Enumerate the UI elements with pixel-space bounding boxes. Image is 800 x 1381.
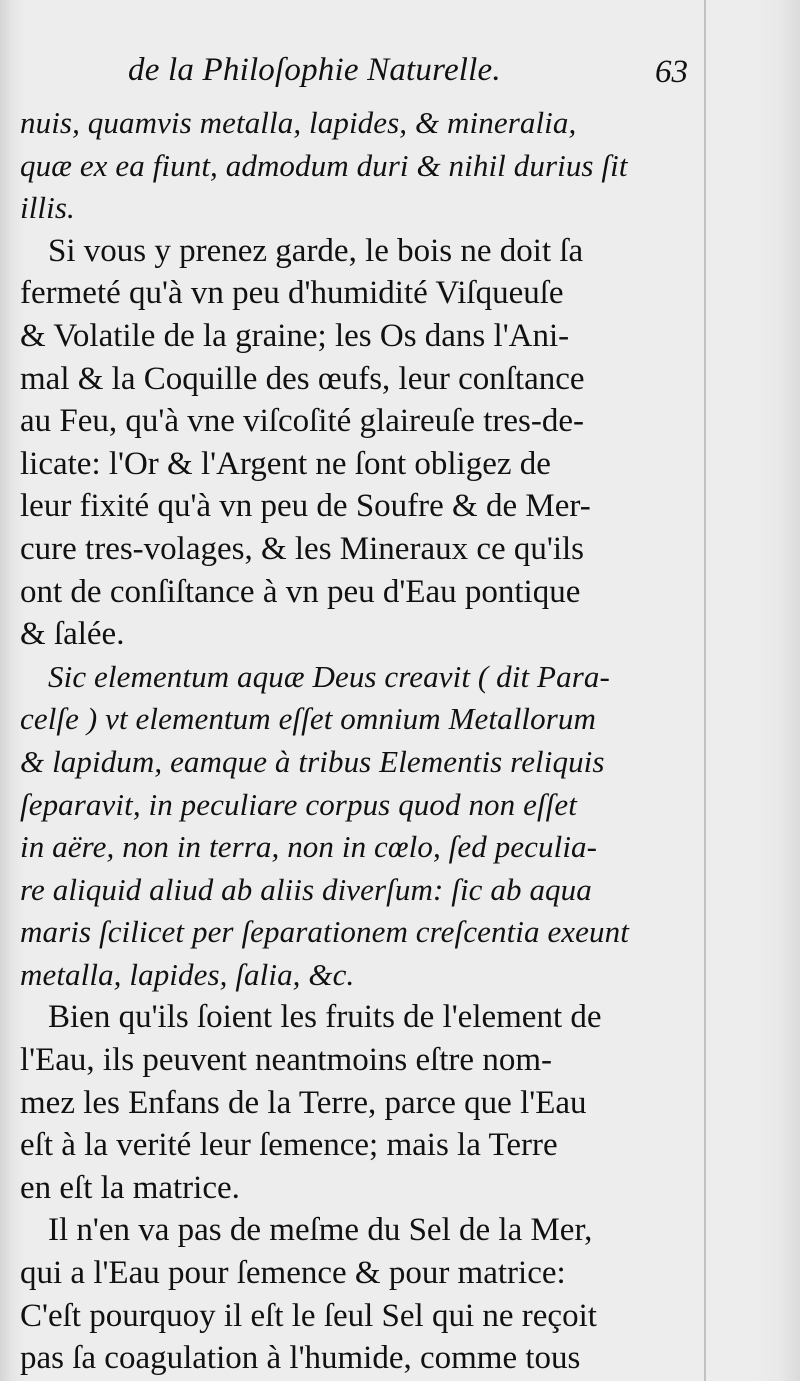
body-text [20, 102, 680, 1380]
text-line: pas ſa coagulation à l'humide, comme tous [20, 1340, 581, 1377]
page-edge-shadow [704, 0, 706, 1381]
text-line: l'Eau, ils peuvent neantmoins eſtre nom- [20, 1042, 552, 1079]
page-number: 63 [655, 54, 688, 90]
body-paragraph [20, 230, 680, 656]
page-header [20, 42, 690, 96]
text-line: leur fixité qu'à vn peu de Soufre & de Mer- [20, 488, 591, 525]
body-paragraph [20, 996, 680, 1209]
text-line: illis. [20, 190, 75, 226]
text-line: metalla, lapides, ſalia, &c. [20, 956, 355, 992]
latin-quotation-paragraph [20, 102, 680, 230]
text-line: re aliquid aliud ab aliis diverſum: ſic ab aqua [20, 871, 592, 907]
text-line: mez les Enfans de la Terre, parce que l'Eau [20, 1084, 587, 1121]
text-line: maris ſcilicet per ſeparationem creſcentia exeunt [20, 914, 629, 950]
text-line: & Volatile de la graine; les Os dans l'Ani- [20, 317, 570, 354]
text-line: qui a l'Eau pour ſemence & pour matrice: [20, 1255, 566, 1292]
body-paragraph [20, 1209, 680, 1379]
text-line: Sic elementum aquæ Deus creavit ( dit Para- [48, 658, 610, 694]
latin-quotation-paragraph [20, 656, 680, 997]
text-line: fermeté qu'à vn peu d'humidité Viſqueuſe [20, 275, 564, 312]
text-line: & ſalée. [20, 616, 125, 653]
text-line: quæ ex ea fiunt, admodum duri & nihil durius ſit [20, 147, 628, 183]
text-line: licate: l'Or & l'Argent ne ſont obligez de [20, 445, 551, 482]
text-line: Si vous y prenez garde, le bois ne doit ſa [48, 232, 584, 269]
text-line: ont de conſiſtance à vn peu d'Eau pontique [20, 573, 581, 610]
text-line: eſt à la verité leur ſemence; mais la Terre [20, 1127, 558, 1164]
text-line: cure tres-volages, & les Mineraux ce qu'ils [20, 530, 585, 567]
text-line: mal & la Coquille des œufs, leur conſtance [20, 360, 585, 397]
text-line: ſeparavit, in peculiare corpus quod non eſſet [20, 786, 577, 822]
running-title: de la Philoſophie Naturelle. [128, 52, 501, 88]
text-line: au Feu, qu'à vne viſcoſité glaireuſe tres-de- [20, 403, 584, 440]
text-line: en eſt la matrice. [20, 1169, 240, 1206]
text-line: Il n'en va pas de meſme du Sel de la Mer, [48, 1212, 593, 1249]
text-line: & lapidum, eamque à tribus Elementis reliquis [20, 743, 605, 779]
text-line: C'eſt pourquoy il eſt le ſeul Sel qui ne reçoit [20, 1297, 597, 1334]
text-line: Bien qu'ils ſoient les fruits de l'element de [48, 999, 602, 1036]
text-line: celſe ) vt elementum eſſet omnium Metallorum [20, 701, 596, 737]
text-line: in aëre, non in terra, non in cœlo, ſed peculia- [20, 829, 598, 865]
book-page [20, 42, 690, 1377]
text-line: nuis, quamvis metalla, lapides, & mineralia, [20, 105, 577, 140]
